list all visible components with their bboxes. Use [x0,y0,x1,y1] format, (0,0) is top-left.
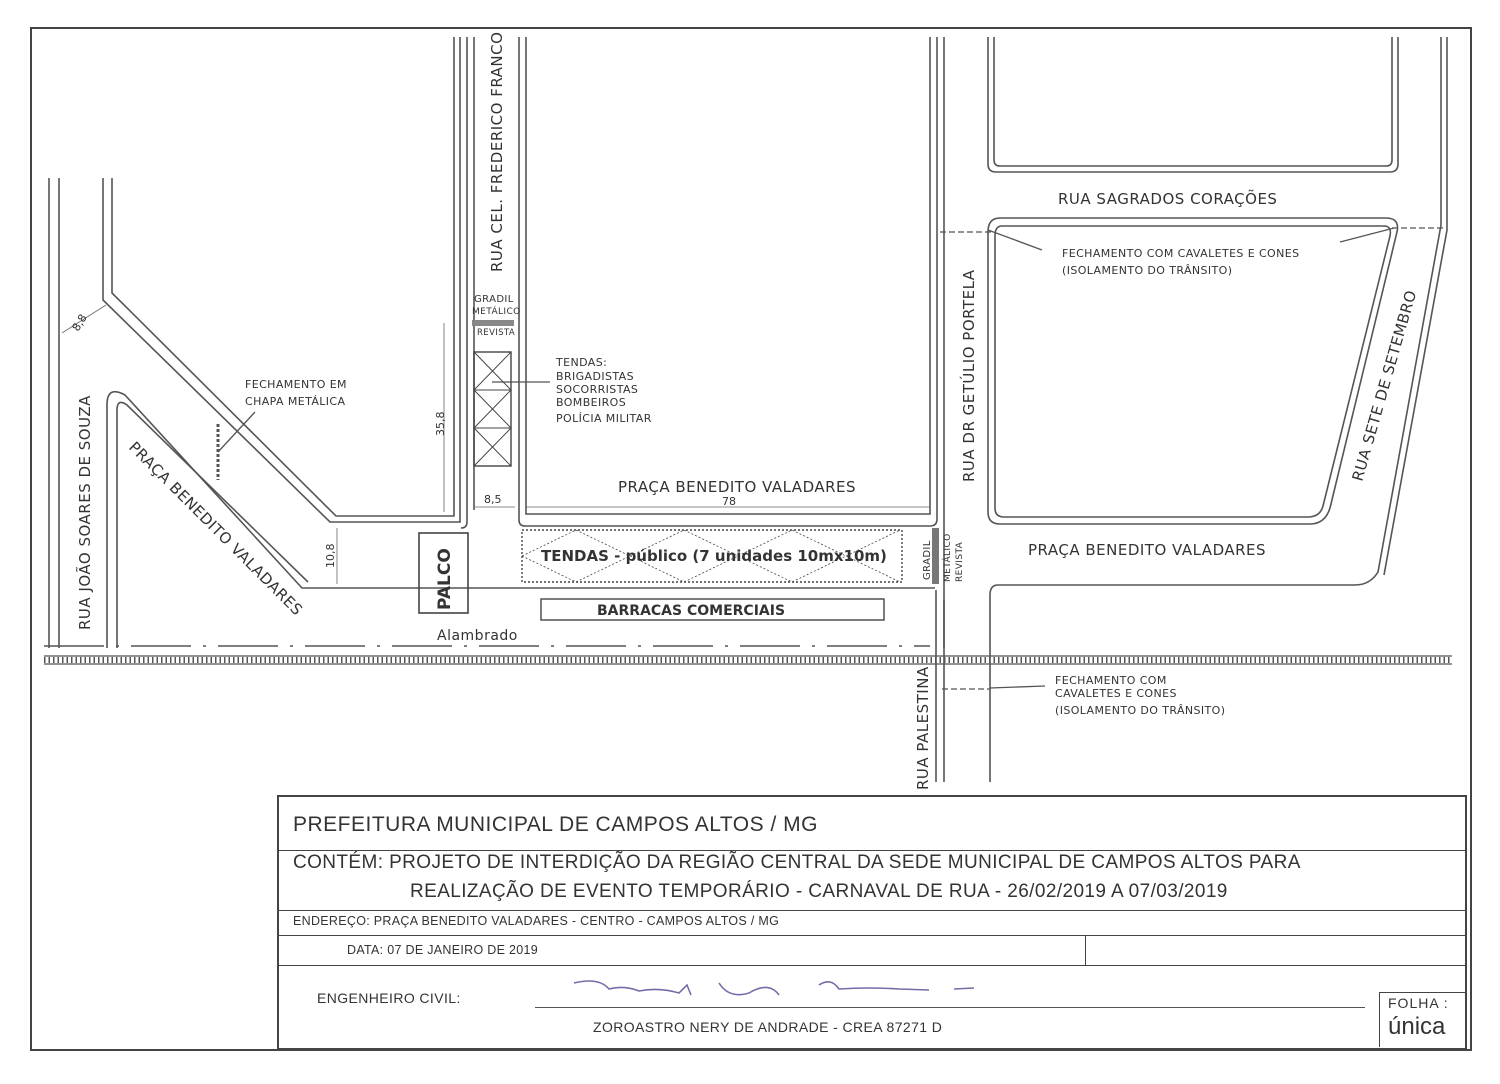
svg-text:78: 78 [722,495,736,508]
svg-text:FECHAMENTO COM CAVALETES E: FECHAMENTO COM CAVALETES E CONES [1062,247,1300,260]
street-palestina: RUA PALESTINA [914,666,932,790]
address: ENDEREÇO: PRAÇA BENEDITO VALADARES - CENTRO - CAMPOS ALTOS / MG [293,914,780,928]
street-joao-soares: RUA JOÃO SOARES DE SOUZA [76,395,94,630]
engineer-label: ENGENHEIRO CIVIL: [317,990,461,1006]
event-structures [419,320,939,620]
svg-text:FECHAMENTO EM: FECHAMENTO EM [245,378,347,391]
dimension-lines [62,305,930,584]
street-labels [75,32,1420,790]
title-block [277,795,1467,1050]
svg-text:BRIGADISTAS: BRIGADISTAS [556,370,634,383]
barracas-label: BARRACAS COMERCIAIS [597,603,786,619]
svg-text:METÁLICO: METÁLICO [943,533,953,582]
svg-text:(ISOLAMENTO DO TRÂNSITO): (ISOLAMENTO DO TRÂNSITO) [1055,704,1226,717]
svg-text:GRADIL: GRADIL [922,540,933,580]
gradil-bottom [932,528,939,584]
sheet-label: FOLHA : [1388,995,1449,1011]
svg-text:GRADIL: GRADIL [474,294,514,305]
street-sete-setembro: RUA SETE DE SETEMBRO [1348,288,1421,484]
svg-text:35,8: 35,8 [434,411,447,436]
sheet-value: única [1388,1013,1446,1040]
organization-title: PREFEITURA MUNICIPAL DE CAMPOS ALTOS / MG [293,813,818,836]
engineer-name: ZOROASTRO NERY DE ANDRADE - CREA 87271 D [593,1019,943,1035]
street-frederico-franco: RUA CEL. FREDERICO FRANCO [488,31,506,272]
contents-line-1: CONTÉM: PROJETO DE INTERDIÇÃO DA REGIÃO CENTRAL DA SEDE MUNICIPAL DE CAMPOS ALTOS PARA [293,852,1301,873]
svg-text:REVISTA: REVISTA [477,328,516,338]
gradil-top [472,320,514,326]
svg-text:FECHAMENTO COM: FECHAMENTO COM [1055,674,1167,687]
sheet-box [1379,992,1466,1047]
svg-text:CAVALETES E CONES: CAVALETES E CONES [1055,687,1177,700]
svg-text:REVISTA: REVISTA [955,541,965,582]
svg-text:10,8: 10,8 [324,543,337,568]
alambrado-label: Alambrado [437,628,518,644]
svg-text:METÁLICO: METÁLICO [472,307,521,317]
svg-text:SOCORRISTAS: SOCORRISTAS [556,383,639,396]
palco-label: PALCO [435,548,455,610]
tendas-publico-label: TENDAS - público (7 unidades 10mx10m) [541,547,887,565]
street-getulio: RUA DR GETÚLIO PORTELA [960,269,978,482]
svg-text:8,8: 8,8 [69,311,90,334]
svg-text:CHAPA METÁLICA: CHAPA METÁLICA [245,395,346,408]
praca-right: PRAÇA BENEDITO VALADARES [1028,541,1267,559]
svg-text:8,5: 8,5 [484,493,502,506]
praca-diagonal: PRAÇA BENEDITO VALADARES [125,438,307,620]
praca-center: PRAÇA BENEDITO VALADARES [618,478,857,496]
railway [44,646,1452,664]
svg-text:POLÍCIA MILITAR: POLÍCIA MILITAR [556,412,652,425]
street-sagrados: RUA SAGRADOS CORAÇÕES [1058,190,1278,208]
contents-line-2: REALIZAÇÃO DE EVENTO TEMPORÁRIO - CARNAVAL DE RUA - 26/02/2019 A 07/03/2019 [410,881,1228,902]
svg-text:(ISOLAMENTO DO TRÂNSITO): (ISOLAMENTO DO TRÂNSITO) [1062,264,1233,277]
date: DATA: 07 DE JANEIRO DE 2019 [347,943,539,957]
center-block [461,37,937,528]
signature-mark [569,971,989,1011]
svg-text:BOMBEIROS: BOMBEIROS [556,396,627,409]
svg-text:TENDAS:: TENDAS: [556,356,608,369]
